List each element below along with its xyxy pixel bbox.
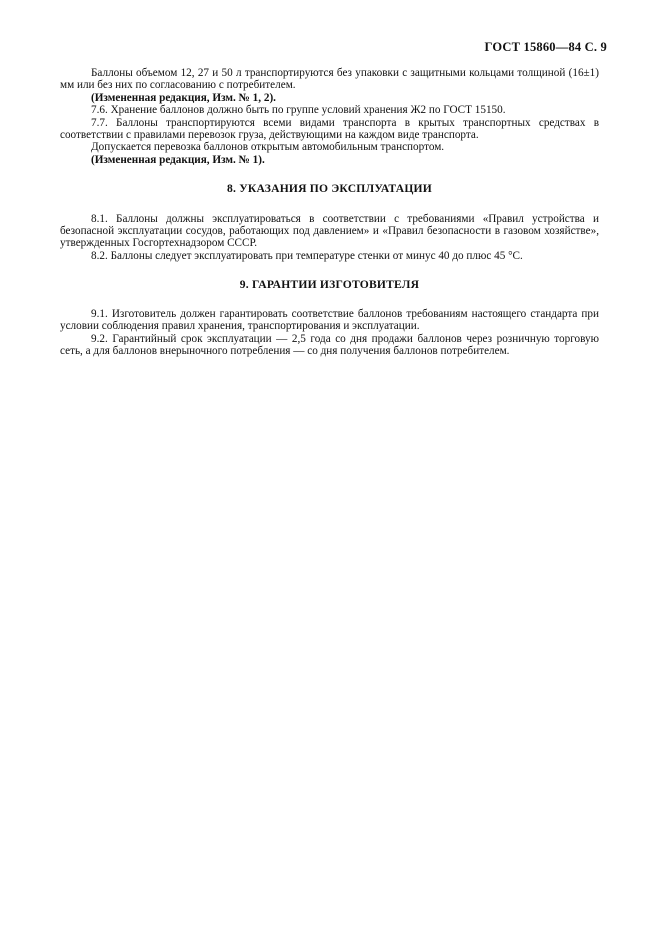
paragraph-7-5-cont: Баллоны объемом 12, 27 и 50 л транспортируются без упаковки с защитными кольцами толщиной (16±1) мм или без них по согласованию с потребителем.: [60, 67, 599, 92]
paragraph-9-1: 9.1. Изготовитель должен гарантировать соответствие баллонов требованиям настоящего стандарта при условии соблюдения правил хранения, транспортирования и эксплуатации.: [60, 307, 599, 333]
section-8-title: 8. УКАЗАНИЯ ПО ЭКСПЛУАТАЦИИ: [227, 182, 432, 196]
paragraph-7-6: 7.6. Хранение баллонов должно быть по группе условий хранения Ж2 по ГОСТ 15150.: [91, 104, 506, 117]
paragraph-8-2: 8.2. Баллоны следует эксплуатировать при температуре стенки от минус 40 до плюс 45 °С.: [91, 249, 523, 262]
running-head: ГОСТ 15860—84 С. 9: [484, 40, 607, 54]
paragraph-8-1: 8.1. Баллоны должны эксплуатироваться в соответствии с требованиями «Правил устройства и безопасной эксплуатации сосудов, работающих под давлением» и «Правил безопасности в газовом хозяйстве», утвержденных Госгортехнадзором СССР.: [60, 212, 599, 250]
page-content: [60, 67, 599, 357]
amendment-note: (Измененная редакция, Изм. № 1, 2).: [91, 91, 276, 104]
section-9-title: 9. ГАРАНТИИ ИЗГОТОВИТЕЛЯ: [239, 278, 420, 292]
paragraph-9-2: 9.2. Гарантийный срок эксплуатации — 2,5 года со дня продажи баллонов через розничную торговую сеть, а для баллонов внерыночного потребления — со дня получения баллонов потребителем.: [60, 332, 599, 357]
amendment-note: (Измененная редакция, Изм. № 1).: [91, 153, 265, 166]
paragraph-7-7-permit: Допускается перевозка баллонов открытым автомобильным транспортом.: [91, 141, 445, 154]
paragraph-7-7: 7.7. Баллоны транспортируются всеми видами транспорта в крытых транспортных средствах в соответствии с правилами перевозок груза, действующими на каждом виде транспорта.: [60, 116, 599, 142]
